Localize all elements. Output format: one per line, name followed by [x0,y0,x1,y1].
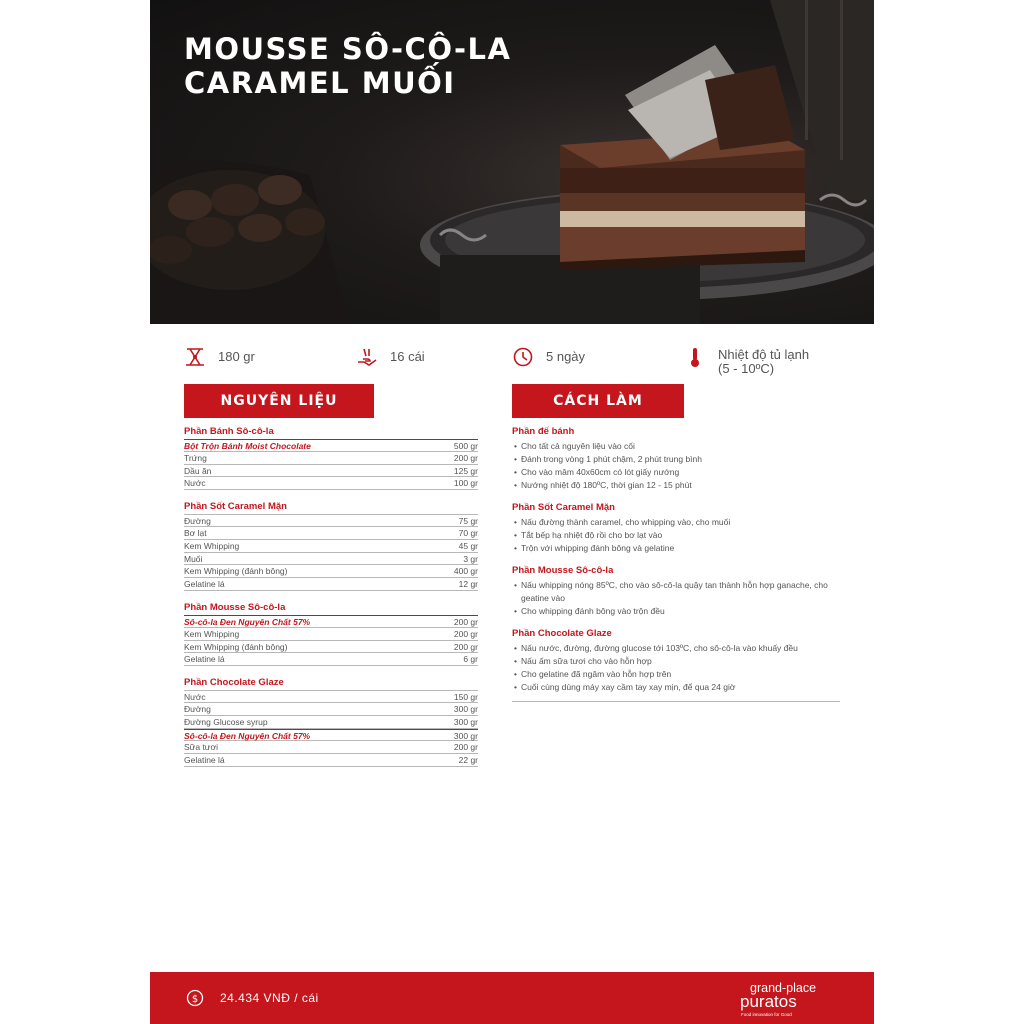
brand-tagline: Food innovation for Good [741,1012,792,1017]
ingredient-group-title: Phần Bánh Sô-cô-la [184,426,274,437]
hero-photo [150,0,874,324]
ingredient-qty: 150 gr [453,692,478,703]
recipe-title [184,32,511,100]
ingredient-group [184,425,478,490]
method-step: • Nấu đường thành caramel, cho whipping vào, cho muối [512,516,840,529]
ingredient-qty: 300 gr [453,703,478,714]
method-header: CÁCH LÀM [512,384,684,418]
thermometer-icon [684,346,706,368]
ingredient-row [184,615,478,628]
method-step: • Cho vào mâm 40x60cm có lót giấy nướng [512,466,840,479]
ingredient-name: Bơ lạt [184,527,207,538]
ingredient-name: Đường [184,516,211,527]
ingredient-row [184,452,478,465]
ingredient-qty: 500 gr [453,441,478,451]
clock-icon [512,346,534,368]
ingredient-name: Nước [184,478,206,489]
ingredient-row [184,741,478,754]
brand-top: grand-place [750,981,817,995]
ingredient-group [184,500,478,591]
method-group [512,564,840,618]
serving-hand-icon [356,346,378,368]
ingredient-qty: 125 gr [453,465,478,476]
recipe-title-line2: CARAMEL MUỐI [184,66,456,100]
ingredient-qty: 200 gr [453,742,478,753]
ingredient-qty: 70 gr [458,527,478,538]
method-step: • Nấu nước, đường, đường glucose tới 103ºC, cho sô-cô-la vào khuấy đều [512,642,840,655]
brand-main: puratos [740,992,797,1011]
ingredient-qty: 200 gr [453,641,478,652]
method-group-title: Phần Sốt Caramel Mặn [512,502,615,513]
ingredient-group-title: Phần Mousse Sô-cô-la [184,601,286,613]
info-shelf-life [512,346,585,376]
info-storage-line1: Nhiệt độ tủ lạnh [718,347,810,362]
ingredient-row [184,729,478,742]
method-group [512,627,840,694]
ingredient-qty: 100 gr [453,478,478,489]
ingredient-qty: 3 gr [463,553,478,564]
ingredient-row [184,754,478,767]
ingredient-row [184,653,478,666]
info-storage-value [718,346,809,376]
ingredient-name: Sô-cô-la Đen Nguyên Chất 57% [184,730,311,741]
method-group-title: Phần Chocolate Glaze [512,628,612,639]
svg-text:$: $ [191,994,199,1005]
method-step: • Cho tất cả nguyên liệu vào cối [512,440,840,453]
method-group-title: Phần đế bánh [512,426,575,437]
price-per-piece: 24.434 VNĐ / cái [220,991,319,1005]
dollar-coin-icon [186,989,204,1007]
method-step: • Trộn với whipping đánh bông và gelatine [512,542,840,555]
ingredient-name: Trứng [184,452,207,463]
ingredient-qty: 300 gr [453,716,478,727]
ingredient-group [184,601,478,666]
ingredient-row [184,477,478,490]
ingredient-name: Gelatine lá [184,579,225,590]
ingredient-row [184,553,478,566]
ingredient-qty: 6 gr [463,654,478,665]
ingredient-name: Gelatine lá [184,654,225,665]
info-shelf-life-value: 5 ngày [546,349,586,364]
method-step: • Cuối cùng dùng máy xay cầm tay xay mịn, để qua 24 giờ [512,681,840,694]
method-step: • Tắt bếp hạ nhiệt độ rồi cho bơ lạt vào [512,529,840,542]
ingredient-name: Gelatine lá [184,755,225,766]
method-group-title: Phần Mousse Sô-cô-la [512,565,614,576]
ingredient-row [184,716,478,729]
ingredient-qty: 45 gr [458,540,478,551]
ingredient-name: Kem Whipping (đánh bông) [184,641,288,652]
ingredient-row [184,628,478,641]
ingredient-qty: 200 gr [453,628,478,639]
ingredient-row [184,514,478,527]
ingredient-row [184,527,478,540]
ingredient-name: Muối [184,553,203,564]
ingredient-name: Đường Glucose syrup [184,716,268,727]
brand-logo [738,982,848,1020]
ingredient-qty: 75 gr [458,516,478,527]
info-weight-value: 180 gr [218,349,255,364]
ingredient-qty: 200 gr [453,452,478,463]
method-step: • Nấu whipping nóng 85ºC, cho vào sô-cô-la quậy tan thành hỗn hợp ganache, cho geatine vào [512,579,840,605]
ingredient-name: Nước [184,692,206,703]
recipe-page [150,0,874,1024]
method-list [512,425,840,702]
ingredient-qty: 200 gr [453,616,478,627]
info-portions-value: 16 cái [390,349,425,364]
method-group [512,425,840,492]
ingredient-row [184,703,478,716]
method-step: • Cho gelatine đã ngâm vào hỗn hợp trên [512,668,840,681]
ingredient-qty: 300 gr [453,730,478,741]
ingredient-group-title: Phần Sốt Caramel Mặn [184,501,287,513]
info-weight [184,346,255,376]
ingredient-name: Sô-cô-la Đen Nguyên Chất 57% [184,616,311,627]
ingredient-row [184,578,478,591]
info-storage [684,346,809,376]
method-step: • Nấu ấm sữa tươi cho vào hỗn hợp [512,655,840,668]
ingredient-qty: 400 gr [453,566,478,577]
method-divider [512,701,840,702]
ingredient-name: Bột Trộn Bánh Moist Chocolate [184,441,311,451]
ingredient-name: Đường [184,703,211,714]
ingredient-name: Kem Whipping [184,628,240,639]
ingredient-name: Dầu ăn [184,465,212,476]
ingredients-list [184,425,478,777]
method-step: • Nướng nhiệt độ 180ºC, thời gian 12 - 15 phút [512,479,840,492]
method-step: • Cho whipping đánh bông vào trộn đều [512,605,840,618]
ingredient-group [184,676,478,767]
ingredient-row [184,439,478,452]
ingredient-name: Kem Whipping (đánh bông) [184,566,288,577]
info-storage-line2: (5 - 10ºC) [718,361,775,376]
info-portions [356,346,425,376]
method-group [512,501,840,555]
ingredient-row [184,641,478,654]
ingredient-qty: 22 gr [458,755,478,766]
ingredient-row [184,565,478,578]
footer-bar [150,972,874,1024]
ingredient-row [184,465,478,478]
ingredient-row [184,690,478,703]
ingredient-name: Kem Whipping [184,540,240,551]
ingredient-name: Sữa tươi [184,742,218,753]
ingredients-header: NGUYÊN LIỆU [184,384,374,418]
method-step: • Đánh trong vòng 1 phút chậm, 2 phút trung bình [512,453,840,466]
ingredient-group-title: Phần Chocolate Glaze [184,677,284,689]
ingredient-row [184,540,478,553]
ingredient-qty: 12 gr [458,579,478,590]
scale-icon [184,346,206,368]
recipe-title-line1: MOUSSE SÔ-CÔ-LA [184,32,512,66]
